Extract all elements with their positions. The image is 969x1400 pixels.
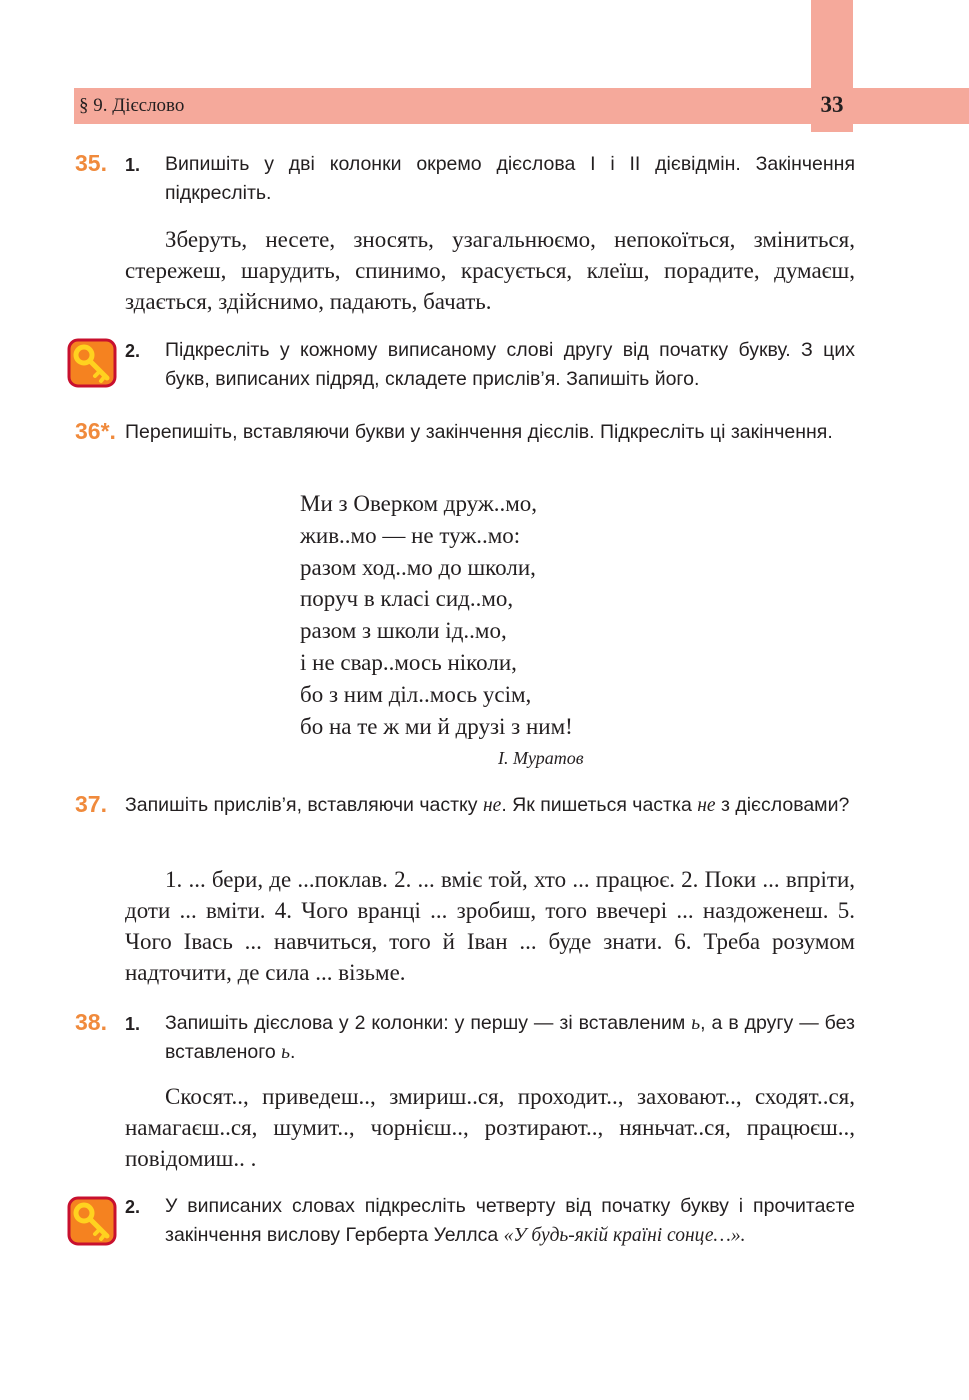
instruction-text: Запишіть прислів’я, вставляючи частку не. Як пишеться частка не з дієсловами? [125, 794, 850, 816]
poem-line: бо на те ж ми й друзі з ним! [300, 713, 573, 739]
poem-line: поруч в класі сид..мо, [300, 586, 514, 612]
instruction-text: Перепишіть, вставляючи букви у закінчення дієслів. Підкресліть ці закінчення. [125, 421, 833, 443]
subtask-number: 1. [125, 155, 141, 175]
page-number: 33 [820, 92, 844, 117]
subtask-number: 1. [125, 1014, 141, 1034]
subtask-number: 2. [125, 341, 141, 361]
key-icon [67, 338, 117, 388]
instruction-text: Випишіть у дві колонки окремо дієслова І і ІІ дієвідмін. Закінчення підкресліть. [165, 153, 855, 204]
poem-line: разом з школи ід..мо, [300, 618, 507, 644]
section-title: § 9. Дієслово [79, 95, 185, 116]
poem-line: Ми з Оверком друж..мо, [300, 491, 538, 516]
subtask-number: 2. [125, 1197, 141, 1217]
exercise-number: 35. [75, 150, 107, 176]
instruction-text: У виписаних словах підкресліть четверту від початку букву і прочитаєте закінчення вислову Герберта Уеллса «У будь-якій країні сонце…». [165, 1195, 855, 1246]
exercise-text: Скосят.., приведеш.., змириш..ся, проходит.., заховают.., сходят..ся, намагаєш..ся, шумит.., чорнієш.., розтирают.., няньчат..ся, працюєш.., повідомиш.. . [125, 1084, 855, 1171]
exercise-number: 37. [75, 791, 107, 817]
exercise-text: Зберуть, несете, зносять, узагальнюємо, непокоїться, зміниться, стережеш, шарудить, спинимо, красується, клеїш, порадите, думаєш, здається, здійснимо, падають, бачать. [125, 227, 855, 314]
poem-line: і не свар..мось ніколи, [300, 649, 517, 675]
poem-line: бо з ним діл..мось усім, [300, 681, 532, 707]
exercise-text: 1. ... бери, де ...поклав. 2. ... вміє той, хто ... працює. 2. Поки ... впріти, доти ... вміти. 4. Чого вранці ... зробиш, того ввечері ... наздоженеш. 5. Чого Івась ... навчиться, того й Іван ... буде знати. 6. Треба розумом надточити, де сила ... візьме. [125, 867, 855, 985]
exercise-number: 38. [75, 1009, 107, 1035]
poem-author: І. Муратов [498, 748, 584, 768]
exercise-number: 36*. [75, 418, 116, 444]
poem-line: разом ход..мо до школи, [300, 554, 536, 580]
poem-line: жив..мо — не туж..мо: [300, 522, 521, 548]
key-icon [67, 1196, 117, 1246]
instruction-text: Запишіть дієслова у 2 колонки: у першу — зі вставленим ь, а в другу — без вставленого ь. [165, 1012, 855, 1063]
instruction-text: Підкресліть у кожному виписаному слові другу від початку букву. З цих букв, виписаних підряд, складете прислів’я. Запишіть його. [165, 339, 855, 390]
poem [300, 488, 573, 742]
